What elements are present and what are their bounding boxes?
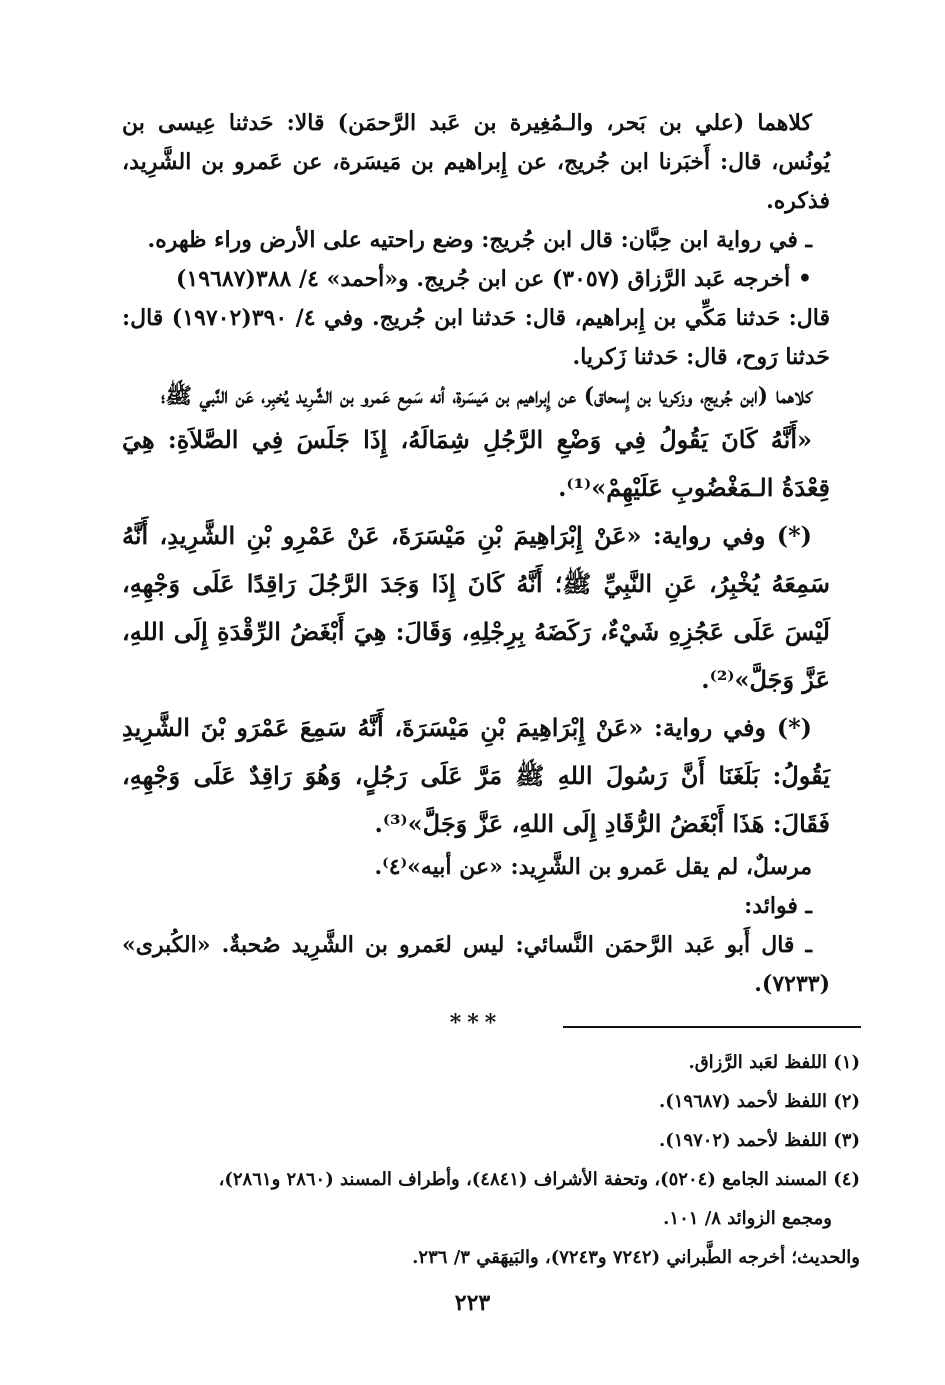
hadith-text-2: (*) وفي رواية: «عَنْ إِبْرَاهِيمَ بْنِ مَيْسَرَةَ، عَنْ عَمْرِو بْنِ الشَّرِيدِ، أَنَّهُ سَمِعَهُ يُخْبِرُ، عَنِ النَّبِيِّ ﷺ؛ أَنَّهُ كَانَ إِذَا وَجَدَ الرَّجُلَ رَاقِدًا عَلَى وَجْهِهِ، لَيْسَ عَلَى عَجُزِهِ شَيْءٌ، رَكَضَهُ بِرِجْلِهِ، وَقَالَ: هِيَ أَبْغَضُ الرِّقْدَةِ إِلَى اللهِ، عَزَّ وَجَلَّ»⁽²⁾. xyxy=(122,521,830,694)
footnotes xyxy=(122,1043,860,1277)
footnote-4: (٤) المسند الجامع (٥٢٠٤)، وتحفة الأشراف (٤٨٤١)، وأطراف المسند (٢٨٦٠ و٢٨٦١)، xyxy=(218,1169,860,1190)
hadith-text-1: «أَنَّهُ كَانَ يَقُولُ فِي وَضْعِ الرَّجُلِ شِمَالَهُ، إِذَا جَلَسَ فِي الصَّلاَةِ: هِيَ قِعْدَةُ الـمَغْضُوبِ عَلَيْهِمْ»⁽¹⁾. xyxy=(122,425,830,502)
paragraph-mursal-note: مرسلٌ، لم يقل عَمرو بن الشَّرِيد: «عن أبيه»⁽٤⁾. xyxy=(374,854,812,880)
footnote-2: (٢) اللفظ لأحمد (١٩٦٨٧). xyxy=(658,1091,860,1112)
paragraph-ibn-hibban-note: ـ في رواية ابن حِبَّان: قال ابن جُريج: وضع راحتيه على الأرض وراء ظهره. xyxy=(147,227,812,253)
paragraph-isnad-3: كلاهما (ابن جُريج، وزكريا بن إِسحاق) عن إِبراهيم بن مَيسَرة، أنه سَمِع عَمرو بن الشَّرِيد يُخبِر، عَن النَّبي ﷺ؛ xyxy=(160,383,812,409)
footnote-3: (٣) اللفظ لأحمد (١٩٧٠٢). xyxy=(658,1130,860,1151)
paragraph-isnad-2: قال: حَدثنا مَكِّي بن إِبراهيم، قال: حَدثنا ابن جُريج. وفي ٤/ ٣٩٠(١٩٧٠٢) قال: حَدثنا رَوح، قال: حَدثنا زَكريا. xyxy=(122,305,830,370)
hadith-text-3: (*) وفي رواية: «عَنْ إِبْرَاهِيمَ بْنِ مَيْسَرَةَ، أَنَّهُ سَمِعَ عَمْرَو بْنَ الشَّرِيدِ يَقُولُ: بَلَغَنَا أَنَّ رَسُولَ اللهِ ﷺ مَرَّ عَلَى رَجُلٍ، وَهُوَ رَاقِدٌ عَلَى وَجْهِهِ، فَقَالَ: هَذَا أَبْغَضُ الرُّقَادِ إِلَى اللهِ، عَزَّ وَجَلَّ»⁽³⁾. xyxy=(122,713,830,838)
paragraph-isnad-1: كلاهما (علي بن بَحر، والـمُغِيرة بن عَبد الرَّحمَن) قالا: حَدثنا عِيسى بن يُونُس، قال: أَخبَرنا ابن جُريج، عن إِبراهيم بن مَيسَرة، عن عَمرو بن الشَّرِيد، فذكره. xyxy=(122,110,830,214)
footnote-divider xyxy=(563,1026,861,1028)
footnote-hadith-sources: والحديث؛ أخرجه الطَّبراني (٧٢٤٢ و٧٢٤٣)، والبَيهَقي ٣/ ٢٣٦. xyxy=(412,1247,860,1268)
main-text xyxy=(122,104,830,1043)
page-number: ٢٢٣ xyxy=(454,1290,491,1316)
section-separator: *** xyxy=(449,1010,503,1036)
fawaid-heading: ـ فوائد: xyxy=(744,893,812,919)
paragraph-nasai-note: ـ قال أَبو عَبد الرَّحمَن النَّسائي: ليس لعَمرو بن الشَّرِيد صُحبةٌ. «الكُبرى» (٧٢٣٣). xyxy=(122,932,830,997)
paragraph-takhrij: • أخرجه عَبد الرَّزاق (٣٠٥٧) عن ابن جُريج. و«أحمد» ٤/ ٣٨٨(١٩٦٨٧) xyxy=(175,266,812,292)
footnote-1: (١) اللفظ لعَبد الرَّزاق. xyxy=(688,1052,860,1073)
footnote-4-continued: ومجمع الزوائد ٨/ ١٠١. xyxy=(663,1208,832,1229)
